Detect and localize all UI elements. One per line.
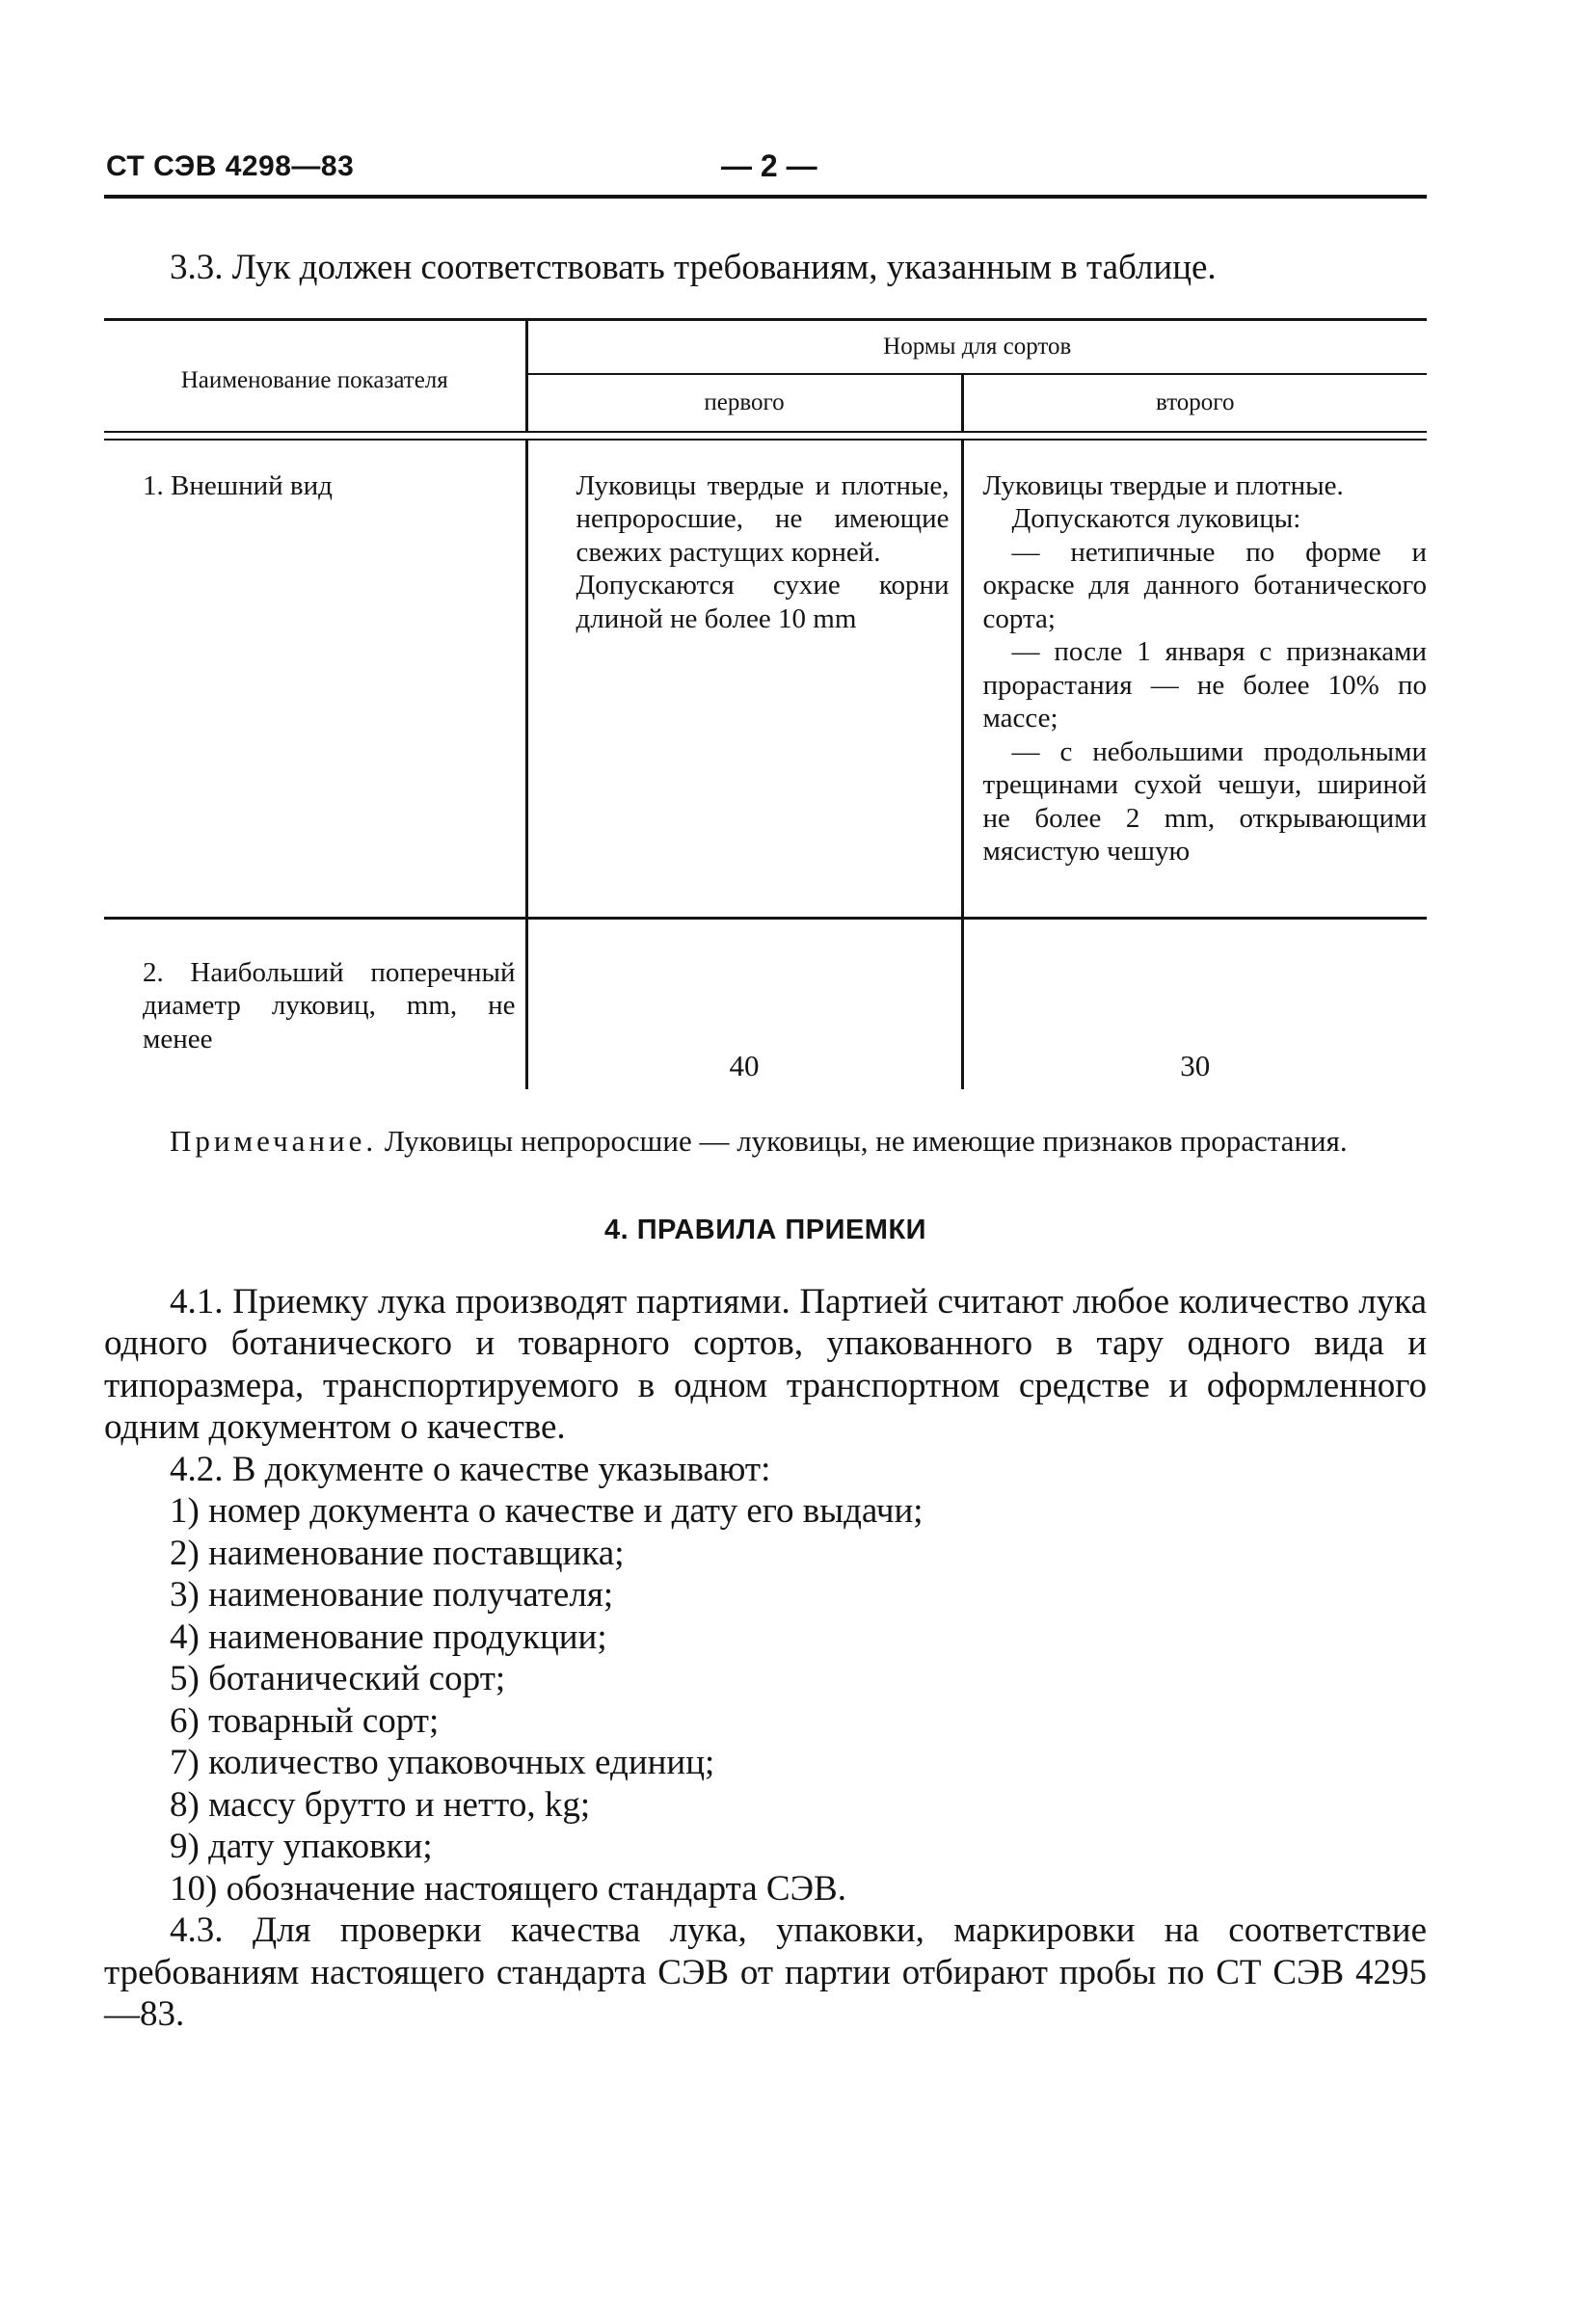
column-header-indicator: Наименование показателя (104, 319, 526, 432)
cell-text: Допускаются сухие корни длиной не более 10 mm (576, 570, 950, 634)
cell-text: Луковицы твердые и плотные, непроросшие, не имеющие свежих растущих корней. (576, 469, 950, 568)
cell-text: — с небольшими продольными трещинами сухой чешуи, шириной не более 2 mm, открывающими мясистую чешую (982, 735, 1427, 867)
cell-text: Допускаются луковицы: (1011, 503, 1301, 534)
grade-2-appearance (962, 440, 1427, 919)
cell-text: Луковицы твердые и плотные. (982, 469, 1344, 501)
list-item: 6) товарный сорт; (170, 1700, 440, 1741)
note-label: Примечание. (170, 1123, 378, 1158)
list-item: 9) дату упаковки; (170, 1827, 433, 1866)
note-text: Луковицы непроросшие — луковицы, не имеющие признаков прорастания. (384, 1123, 1348, 1158)
list-item: 3) наименование получателя; (170, 1575, 614, 1615)
list-item: 1) номер документа о качестве и дату его выдачи; (170, 1491, 924, 1531)
list-item: 7) количество упаковочных единиц; (170, 1743, 715, 1782)
table-note (104, 1124, 1427, 1159)
grade-1-diameter: 40 (526, 927, 962, 1089)
list-item: 5) ботанический сорт; (170, 1659, 506, 1698)
row-name-appearance: 1. Внешний вид (104, 440, 526, 919)
paragraph-3-3: 3.3. Лук должен соответствовать требованиям, указанным в таблице. (170, 248, 1217, 287)
page-number: — 2 — (721, 148, 817, 183)
paragraph-4-2: 4.2. В документе о качестве указывают: (170, 1449, 771, 1489)
list-item: 8) массу брутто и нетто, kg; (170, 1784, 591, 1825)
section-title: 4. ПРАВИЛА ПРИЕМКИ (603, 1214, 927, 1245)
grade-1-appearance (526, 440, 962, 919)
column-header-grade-1: первого (526, 374, 962, 432)
cell-text: — после 1 января с признаками прорастания — не более 10% по массе; (982, 636, 1427, 734)
column-header-grade-2: второго (962, 374, 1427, 432)
document-code: СТ СЭВ 4298—83 (106, 150, 355, 182)
paragraph-4-1: 4.1. Приемку лука производят партиями. Партией считают любое количество лука одного ботанического и товарного сортов, упакованного в тару одного вида и типоразмера, транспортируемого в одном транспортном средстве и оформленного одним документом о качестве. (104, 1281, 1427, 1447)
cell-text: — нетипичные по форме и окраске для данного ботанического сорта; (982, 536, 1427, 634)
row-name-diameter: 2. Наибольший поперечный диаметр луковиц, mm, не менее (143, 956, 516, 1055)
table-row (104, 440, 1427, 919)
list-item: 2) наименование поставщика; (170, 1533, 625, 1573)
column-header-norms: Нормы для сортов (526, 319, 1427, 374)
requirements-table (104, 318, 1427, 1089)
document-fields-list (104, 1490, 1427, 1910)
document-page (104, 145, 1427, 2036)
grade-2-diameter: 30 (962, 927, 1427, 1089)
list-item: 10) обозначение настоящего стандарта СЭВ. (170, 1868, 846, 1909)
paragraph-4-3: 4.3. Для проверки качества лука, упаковки, маркировки на соответствие требованиям настоящего стандарта СЭВ от партии отбирают пробы по СТ СЭВ 4295—83. (104, 1910, 1427, 2034)
page-header (104, 145, 1427, 199)
table-row (104, 927, 1427, 1089)
list-item: 4) наименование продукции; (170, 1616, 607, 1657)
